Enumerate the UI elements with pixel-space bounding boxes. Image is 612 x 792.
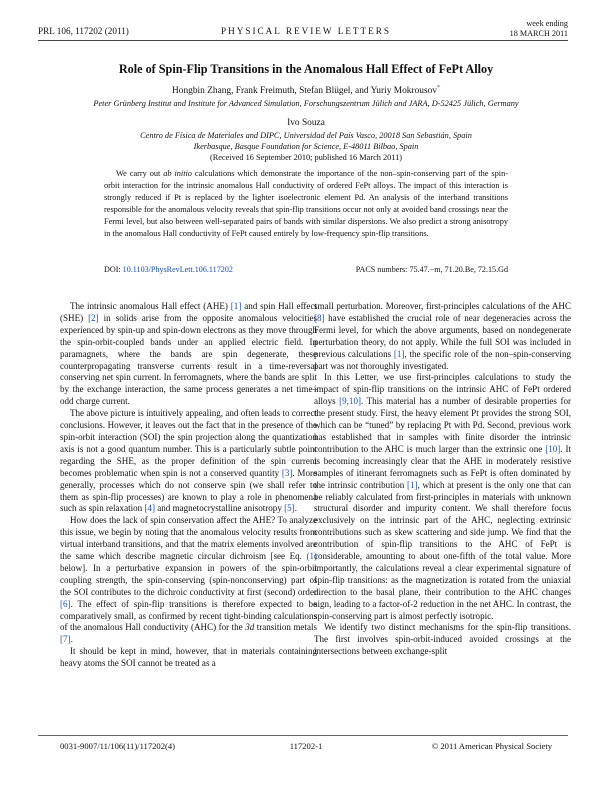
abstract-text-2: calculations which demonstrate the importance of the non–spin-conserving part of the spin-orbit interaction for the intrinsic anomalous Hall conductivity of ordered FePt alloys. The impact of this interaction is strongly reduced if Pt is replaced by the lighter isoelectronic element Pd. An analysis of the interband transitions responsible for the anomalous velocity reveals that spin-flip transitions occur not only at avoided band crossings near the Fermi level, but also between well-separated pairs of bands with similar dispersions. We also predict a strong anisotropy in the anomalous Hall conductivity of FePt caused entirely by low-frequency spin-flip transitions. xyxy=(104,169,508,238)
citation-link[interactable]: [1] xyxy=(393,348,405,359)
affiliation-2b: Ikerbasque, Basque Foundation for Science, E-48011 Bilbao, Spain xyxy=(193,142,419,151)
abstract xyxy=(104,168,508,240)
citation-link[interactable]: [5] xyxy=(284,503,295,514)
doi-line xyxy=(104,265,233,274)
issue-date xyxy=(510,19,568,38)
paragraph xyxy=(60,301,317,408)
author-list-2: Ivo Souza xyxy=(287,118,325,128)
citation-link[interactable]: [10] xyxy=(545,443,561,454)
journal-name: PHYSICAL REVIEW LETTERS xyxy=(220,26,392,36)
citation-link[interactable]: [2] xyxy=(88,312,99,323)
pacs-numbers: PACS numbers: 75.47.−m, 71.20.Be, 72.15.Gd xyxy=(355,265,508,274)
doi-link[interactable]: 10.1103/PhysRevLett.106.117202 xyxy=(122,265,233,274)
footer-rule xyxy=(38,735,568,736)
page-number: 117202-1 xyxy=(289,741,323,751)
text: . It is becoming increasingly clear that the AHE in moderately resistive samples of itinerant ferromagnets such as FePt is often dominated by the intrinsic contribution xyxy=(314,443,571,490)
text: . This material has a number of desirable properties for the present study. First, the heavy element Pt provides the strong SOI, which can be “tuned” by replacing Pt with Pd. Second, previous work has established that in samples with finite disorder the intrinsic contribution to the AHC is much larger than the extrinsic one xyxy=(314,396,571,454)
citation-link[interactable]: [6] xyxy=(60,598,71,609)
italic-text: 3d xyxy=(245,622,255,633)
body-column-left xyxy=(60,301,317,670)
text: , the specific role of the non–spin-conserving part was not thoroughly investigated. xyxy=(314,348,571,371)
text: have established the crucial role of near degeneracies across the Fermi level, for which the above arguments, based on nondegenerate perturbation theory, do not apply. While the full SOI was included in previous calculations xyxy=(314,312,571,359)
text: The intrinsic anomalous Hall effect (AHE) xyxy=(70,301,231,311)
citation-link[interactable]: [8] xyxy=(314,312,325,323)
affiliation-1: Peter Grünberg Institut and Institute for Advanced Simulation, Forschungszentrum Jülich and JARA, D-52425 Jülich, Germany xyxy=(93,99,519,108)
paragraph xyxy=(60,408,317,515)
authors-names: Hongbin Zhang, Frank Freimuth, Stefan Blügel, and Yuriy Mokrousov xyxy=(172,86,437,96)
received-date: (Received 16 September 2010; published 16 March 2011) xyxy=(209,153,403,162)
abstract-text-1: We carry out xyxy=(116,169,164,178)
text: , which at present is the only one that can be reliably calculated from first-principles in materials with unknown structural disorder and impurity content. We shall therefore focus exclusively on the intrinsic part of the AHC, neglecting extrinsic contributions such as skew scattering and side jump. We find that the contribution of spin-flip transitions to the AHC of FePt is considerable, amounting to about one-fifth of the total value. More importantly, the calculations reveal a clear experimental signature of spin-flip transitions: as the magnetization is rotated from the uniaxial direction to the basal plane, their contribution to the AHC changes sign, leading to a factor-of-2 reduction in the net AHC. In contrast, the spin-conserving part is almost perfectly isotropic. xyxy=(314,479,572,621)
doi-label: DOI: xyxy=(104,265,123,274)
issue-date-value: 18 MARCH 2011 xyxy=(509,28,568,38)
text: in solids arise from the opposite anomalous velocities experienced by spin-up and spin-down electrons as they move through the spin-orbit-coupled bands under an applied electric field. In paramagnets, where the bands are spin degenerate, these counterpropagating transverse currents result in a time-reversal conserving net spin current. In ferromagnets, where the bands are split by the exchange interaction, the same process generates a net time–odd charge current. xyxy=(60,312,317,407)
text: How does the lack of spin conservation affect the AHE? To analyze this issue, we begin by noting that the anomalous velocity results from virtual interband transitions, and that the matrix elements involved are the same which describe magnetic circular dichroism [see Eq. xyxy=(60,515,317,562)
text: In this Letter, we use first-principles calculations to study the impact of spin-flip transitions on the intrinsic AHC of FePt ordered alloys xyxy=(314,372,571,407)
text: . More generally, processes which do not conserve spin (we shall refer to them as spin-flip processes) are known to play a role in phenomena such as spin relaxation xyxy=(60,467,317,514)
citation-link[interactable]: [3] xyxy=(281,467,293,478)
equation-link[interactable]: (1) xyxy=(306,551,317,562)
body-column-right xyxy=(314,301,571,658)
abstract-italic: ab initio xyxy=(163,169,192,178)
footer-article-code: 0031-9007/11/106(11)/117202(4) xyxy=(60,741,176,751)
citation-link[interactable]: [1] xyxy=(406,479,418,490)
paragraph xyxy=(314,372,571,622)
citation-link[interactable]: [1] xyxy=(230,301,242,311)
citation-link[interactable]: [7] xyxy=(60,634,71,645)
text: small perturbation. Moreover, first-principles calculations of the AHC xyxy=(314,301,571,311)
author-list-1 xyxy=(0,86,612,96)
week-ending-label: week ending xyxy=(526,19,568,28)
paragraph xyxy=(314,301,571,372)
text: and magnetocrystalline anisotropy xyxy=(154,503,285,514)
journal-reference: PRL 106, 117202 (2011) xyxy=(38,26,129,36)
paragraph: It should be kept in mind, however, that in materials containing heavy atoms the SOI cannot be treated as a xyxy=(60,646,317,669)
paragraph xyxy=(60,515,317,646)
text: The above picture is intuitively appealing, and often leads to correct conclusions. However, it leaves out the fact that in the presence of the spin-orbit interaction (SOI) the spin projection along the quantization axis is not a good quantum number. This is a particularly subtle point regarding the SHE, as the proper definition of the spin current becomes problematic when spin is not a conserved quantity xyxy=(60,408,317,478)
copyright: © 2011 American Physical Society xyxy=(431,741,552,751)
citation-link[interactable]: [4] xyxy=(144,503,155,514)
paragraph: We identify two distinct mechanisms for the spin-flip transitions. The first involves spin-orbit-induced avoided crossings at the intersections between exchange-split xyxy=(314,622,571,657)
header-rule xyxy=(38,40,568,41)
corresponding-author-link[interactable]: * xyxy=(437,84,440,91)
text: and spin Hall effect (SHE) xyxy=(60,301,317,323)
text: transition metals xyxy=(254,622,317,633)
text: . xyxy=(70,634,73,645)
text: . xyxy=(294,503,297,514)
text: below]. In a perturbative expansion in powers of the spin-orbit coupling strength, the spin-conserving (spin-nonconserving) part of the SOI contributes to the dichroic conductivity at first (second) order xyxy=(60,562,317,597)
affiliation-2a: Centro de Física de Materiales and DIPC, Universidad del País Vasco, 20018 San Sebastián, Spain xyxy=(140,131,472,140)
citation-link[interactable]: [9,10] xyxy=(339,396,361,407)
paper-title: Role of Spin-Flip Transitions in the Anomalous Hall Effect of FePt Alloy xyxy=(118,62,494,76)
text: . The effect of spin-flip transitions is therefore expected to be comparatively small, as confirmed by recent tight-binding calculations of the anomalous Hall conductivity (AHC) for the xyxy=(60,598,317,633)
